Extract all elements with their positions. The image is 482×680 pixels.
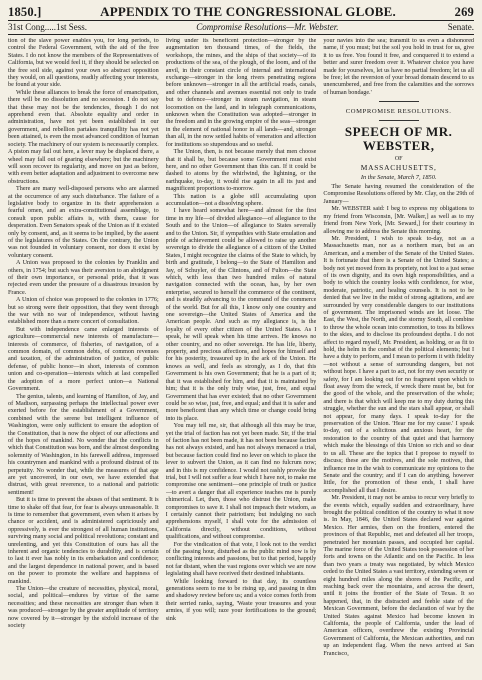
speech-of: OF	[394, 155, 403, 162]
paragraph: This nation is a globe still accumulating upon accumulation—not a dissolving sphere.	[165, 193, 317, 207]
paragraph: tion of the slave power enables you, for long periods, to control the Federal Government, with the aid of the free States. I do not know the members of the Representatives of California, but we would feel it, if they should be selected on the free soil side, against your own so abstract opposition they would, on all questions, readily affecting your interests, be found at your side.	[8, 38, 159, 89]
paragraph: But with independence came enlarged interests of agriculture—commercial new interests of manufacture—interests of commerce, of fisheries, of navigation, of a common domain, of common debts, of common revenues and taxation, of the administration of justice, of public defense, of public honor—in short, interests of common union and co-operation—interests which at last compelled the adoption of a more perfect union—a National Government.	[8, 326, 159, 393]
paragraph: The Senate having resumed the consideration of the Compromise Resolutions offered by Mr. Clay, on the 29th of January—	[323, 184, 474, 205]
paragraph: I have heard somewhat here—and almost for the first time in my life—of divided allegiance—of allegiance to the South and to the Union—of allegiance to States severally and to the Union. Sir, if sympathies with State emulation and pride of achievement could be allowed to raise up another sovereign to divide the allegiance of a citizen of the United States, I might recognize the claims of the State to which, by birth and gratitude, I belong—to the State of Hamilton and Jay, of Schuyler, of the Clintons, and of Fulton—the State which, with less than two hundred miles of natural navigation connected with the ocean, has, by her own enterprise, secured to herself the commerce of the continent, and is steadily advancing to the command of the commerce of the world. But for all this, I know only one country and one sovereign—the United States of America and the American people. And such as my allegiance is, is the loyalty of every other citizen of the United States. As I speak, he will speak when his time arrives. He knows no other country, and no other sovereign. He has life, liberty, property, and precious affections, and hopes for himself and for his posterity, treasured up in the ark of the Union. He knows as well, and feels as strongly, as I do, that this Government is his own Government; that he is a part of it; that it was established for him, and that it is maintained by him; that it is the only truly wise, just, free, and equal Government that has ever existed; that no other Government could be so wise, just, free, and equal; and that it is safer and more beneficent than any which time or change could bring into its place.	[165, 208, 317, 422]
paragraph: Mr. WEBSTER said: I beg to express my obligations to my friend from Wisconsin, [Mr. Walker,] as well as to my friend from New York, [Mr. Seward,] for their courtesy in allowing me to address the Senate this morning.	[323, 206, 474, 235]
column-right-top-text	[323, 38, 474, 97]
column-middle	[166, 38, 317, 671]
header-subject: Compromise Resolutions—Mr. Webster.	[196, 22, 339, 32]
column-right	[323, 38, 474, 671]
paragraph: But it is time to prevent the abuses of that sentiment. It is time to shake off that fear, for fear is always unreasonable. It is time to remember that government, even when it arises by chance or accident, and is administered capriciously and oppressively, is ever the strongest of all human institutions, surviving many social and political revolutions; constant and unrelenting, and yet this Constitution of ours has all the inherent and organic tendencies to durability, and is certain to last it ever has nobly in its embarkation and confidence; and the largest dependence in national power, and is based on the power to promote the welfare and happiness of mankind.	[8, 497, 159, 585]
page-header	[8, 4, 474, 19]
column-right-speech-text	[323, 184, 474, 658]
paragraph: The Union, then, is not because merely that men choose that it shall be, but because some Government must exist here, and no other Government than this can. If it could be dashed to atoms by the whirlwind, the lightning, or the earthquake, to-day, it would rise again in all its just and magnificent proportions to-morrow.	[165, 149, 317, 193]
paragraph: A Union was proposed to the colonies by Franklin and others, in 1754; but such was their aversion to an abridgment of their own importance, or personal pride, that it was rejected even under the pressure of a disastrous invasion by France.	[8, 260, 159, 296]
paragraph: For the vindication of that vote, I look not to the verdict of the passing hour, disturbed as the public mind now is by conflicting interests and passions, but to that period, happily not far distant, when the vast regions over which we are now legislating shall have received their destined inhabitants.	[165, 541, 317, 578]
speech-state: MASSACHUSETTS,	[360, 162, 437, 172]
column-left	[8, 38, 159, 671]
header-rule	[8, 20, 474, 21]
paragraph: There are many well-disposed persons who are alarmed at the occurrence of any such disturbance. The failure of a legislative body to organize in its their apprehension a fearful omen, and an extra-constitutional assemblage, to consult upon public affairs is, with them, cause for desperation. Even Senators speak of the Union as if it existed only by consent, and, as it seems to be implied, by the assent of the legislatures of the States. On the contrary, the Union was not founded in voluntary consent, nor does it exist by voluntary consent.	[8, 186, 159, 259]
speech-title: SPEECH OF MR. WEBSTER,	[344, 123, 453, 153]
header-title: APPENDIX TO THE CONGRESSIONAL GLOBE.	[100, 4, 396, 19]
speech-date: In the Senate, March 7, 1850.	[360, 173, 437, 181]
section-rule	[379, 101, 419, 102]
paragraph: Mr. President, I wish to speak to-day, not as a Massachusetts man, nor as a northern man, but as an American, and a member of the Senate of the United States. It is fortunate that there is a Senate of the United States; a body not yet moved from its propriety, not lost to a just sense of its own dignity, and its own high responsibilities, and a body to which the country looks with confidence, for wise, moderate, patriotic, and healing counsels. It is not to be denied that we live in the midst of strong agitations, and are surrounded by very considerable dangers to our institutions of government. The imprisoned winds are let loose. The East, the West, the North, and the stormy South, all combine to throw the whole ocean into commotion, to toss its billows to the skies, and to disclose its profoundest depths. I do not affect to regard myself, Mr. President, as holding, or as fit to hold, the helm in the combat of the political elements; but I have a duty to perform, and I mean to perform it with fidelity—not without a sense of surrounding dangers, but not without hope. I have a part to act, not for my own security or safety, for I am looking out for no fragment upon which to float away from the wreck, if wreck there must be, but for the good of the whole, and the preservation of the whole; and there is that which will keep me to my duty during this struggle, whether the sun and the stars shall appear, or shall not appear, for many days. I speak to-day for the preservation of the Union. 'Hear me for my cause.' I speak to-day, out of a solicitous and anxious heart, for the restoration to the country of that quiet and that harmony which make the blessings of this Union so rich and so dear to us all. These are the topics that I propose to myself to discuss; these are the motives, and the sole motives, that influence me in the wish to communicate my opinions to the Senate and the country; and if I can do anything, however little, for the promotion of these ends, I shall have accomplished all that I desire.	[323, 235, 474, 494]
paragraph: living under its beneficent protection—stronger by the augmentation ten thousand times, of the fields, the workshops, the mines, and the ships of that society—of its productions of the sea, of the plough, of the loom, and of the anvil, in their constant circle of internal and international exchange—stronger in the long rivers penetrating regions before unknown—stronger in all the artificial roads, canals, and other channels and avenues essential not only to trade but to defence—stronger in steam navigation, in steam locomotion on the land, and in telegraph communications, unknown when the Constitution was adopted—stronger in the freedom and in the growing empire of the seas—stronger in the element of national honor in all lands—and, stronger than all, in the now settled habits of veneration and affection for institutions so stupendous and so useful.	[165, 38, 317, 148]
paragraph: your navies into the sea; transmit to us even a dishonored name, if you must; but the soil you hold in trust for us, give it to us free. You found it free, and conquered it to extend a better and surer freedom over it. Whatever choice you have made for yourselves, let us have no partial freedom; let us all be free; let the reversion of your broad domain descend to us unencumbered, and free from the calamities and the sorrows of human bondage.'	[323, 38, 474, 96]
header-year: 1850.]	[8, 5, 42, 19]
paragraph: A Union of choice was proposed to the colonies in 1776; but so strong were their opposition, that they went through the war with no war of independence, without having established more than a mere concert of consultation.	[8, 297, 159, 326]
text-columns	[8, 38, 474, 671]
header-congress: 31st Cong.....1st Sess.	[8, 22, 88, 32]
header-page-number: 269	[454, 5, 474, 19]
title-rule	[379, 120, 419, 121]
subheader-rule	[8, 34, 474, 35]
paragraph: The Union—the creature of necessities, physical, moral, social, and political—endures by virtue of the same necessities; and these necessities are stronger than when it was produced—stronger by the greater amplitude of territory now covered by it—stronger by the sixfold increase of the society	[8, 586, 159, 630]
paragraph: The genius, talents, and learning of Hamilton, of Jay, and of Madison, surpassing perhaps the intellectual power ever exerted before for the establishment of a Government, combined with the serene but intelligent influence of Washington, were only sufficient to ensure the adoption of the Constitution, that is now the object of our affections and of the hopes of mankind. No wonder that the conflicts in which that Constitution was born, and the almost desponding solemnity of Washington, in his farewell address, impressed his countrymen and mankind with a profound distrust of its perpetuity. No wonder that, while the measures of that age are yet uncovered, in our own, we have extended that distrust, with great reverence, to a national and patriotic sentiment!	[8, 393, 159, 496]
paragraph: You may tell me, sir, that although all this may be true, yet the trial of faction has not yet been made. Sir, if the trial of faction has not been made, it has not been because faction has not always existed, and has not always menaced a trial, but because faction could find no lever on which to place the lever to subvert the Union, as it can find no fulcrum now; and in this is my confidence. I would not rashly provoke the trial, but I will not suffer a fear which I have not, to make me compromise one sentiment—one principle of truth or justice—to avert a danger that all experience teaches me is purely chimerical. Let, then, those who distrust the Union, make compromises to save it. I shall not impeach their wisdom, as I certainly cannot their patriotism; but indulging no such apprehensions myself, I shall vote for the admission of California directly, without conditions, without qualifications, and without compromise.	[165, 423, 317, 541]
page-subheader	[8, 22, 474, 33]
newspaper-page	[8, 4, 474, 676]
paragraph: While looking forward to that day, its countless generations seem to me to be rising up, and passing in dim and shadowy review before us; and a voice comes forth from their serried ranks, saying, 'Waste your treasures and your armies, if you will; raze your fortifications to the ground; sink	[165, 578, 317, 622]
section-title: COMPROMISE RESOLUTIONS.	[345, 108, 452, 116]
paragraph: Mr. President, it may not be amiss to recur very briefly to the events which, equally sudden and extraordinary, have brought the political condition of the country to what it now is. In May, 1846, the United States declared war against Mexico. Her armies, then on the frontiers, entered the provinces of that Republic, met and defeated all her troops, penetrated her mountain passes, and occupied her capital. The marine force of the United States took possession of her forts and towns on the Atlantic and on the Pacific. In less than two years a treaty was negotiated, by which Mexico ceded to the United States a vast territory, extending seven or eight hundred miles along the shores of the Pacific, and reaching back over the mountains, and across the desert, until it joins the frontier of the State of Texas. It so happened, that, in the distracted and feeble state of the Mexican Government, before the declaration of war by the United States against Mexico had become known in California, the people of California, under the lead of American officers, overthrew the existing Provincial Government of California, the Mexican authorities, and run up an independent flag. When the news arrived at San Francisco,	[323, 495, 474, 657]
header-chamber: Senate.	[447, 22, 474, 32]
paragraph: While these alliances to break the force of emancipation, there will be no dissolution and no secession. I do not say that these may not be the tendencies, though I do not apprehend even that. Absolute equality and order in administration, have not yet been established in our government, and rebellion partakes tranquillity has not yet been attained, is even the most advanced condition of human society. The machinery of our system is necessarily complex. A piston may fail out here, a lever may be displaced there, a wheel may fall out of gearing elsewhere; but the machinery will soon recover its regularity, and move on just as before, with even better adaptation and adjustment to overcome new obstructions.	[8, 89, 159, 185]
